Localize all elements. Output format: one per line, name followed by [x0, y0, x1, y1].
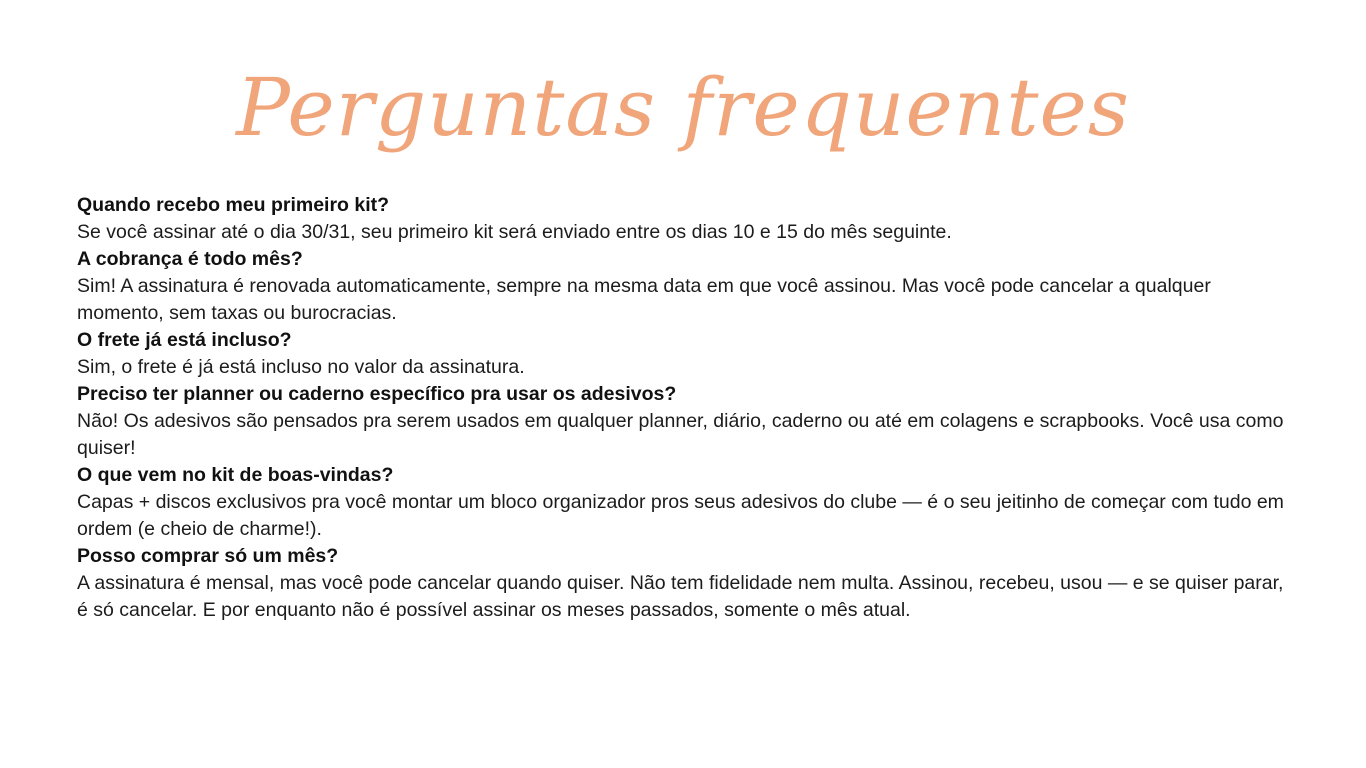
faq-question: Quando recebo meu primeiro kit?	[77, 194, 390, 216]
faq-answer: Sim, o frete é já está incluso no valor da assinatura.	[77, 356, 525, 378]
faq-item	[77, 381, 1287, 462]
faq-item	[77, 543, 1287, 624]
faq-question: O que vem no kit de boas-vindas?	[77, 464, 394, 486]
faq-question: A cobrança é todo mês?	[77, 248, 303, 270]
faq-answer: A assinatura é mensal, mas você pode cancelar quando quiser. Não tem fidelidade nem multa. Assinou, recebeu, usou — e se quiser parar, é só cancelar. E por enquanto não é possível assinar os meses passados, somente o mês atual.	[77, 572, 1284, 621]
faq-answer: Se você assinar até o dia 30/31, seu primeiro kit será enviado entre os dias 10 e 15 do mês seguinte.	[77, 221, 952, 243]
faq-item	[77, 192, 1287, 246]
faq-question: O frete já está incluso?	[77, 329, 292, 351]
faq-item	[77, 246, 1287, 327]
faq-answer: Não! Os adesivos são pensados pra serem usados em qualquer planner, diário, caderno ou até em colagens e scrapbooks. Você usa como quiser!	[77, 410, 1284, 459]
faq-answer: Capas + discos exclusivos pra você montar um bloco organizador pros seus adesivos do clube — é o seu jeitinho de começar com tudo em ordem (e cheio de charme!).	[77, 491, 1284, 540]
faq-item	[77, 327, 1287, 381]
faq-answer: Sim! A assinatura é renovada automaticamente, sempre na mesma data em que você assinou. Mas você pode cancelar a qualquer momento, sem taxas ou burocracias.	[77, 275, 1211, 324]
page-title: Perguntas frequentes	[236, 61, 1130, 154]
faq-item	[77, 462, 1287, 543]
faq-list	[77, 192, 1287, 624]
faq-question: Posso comprar só um mês?	[77, 545, 339, 567]
faq-question: Preciso ter planner ou caderno específico pra usar os adesivos?	[77, 383, 677, 405]
